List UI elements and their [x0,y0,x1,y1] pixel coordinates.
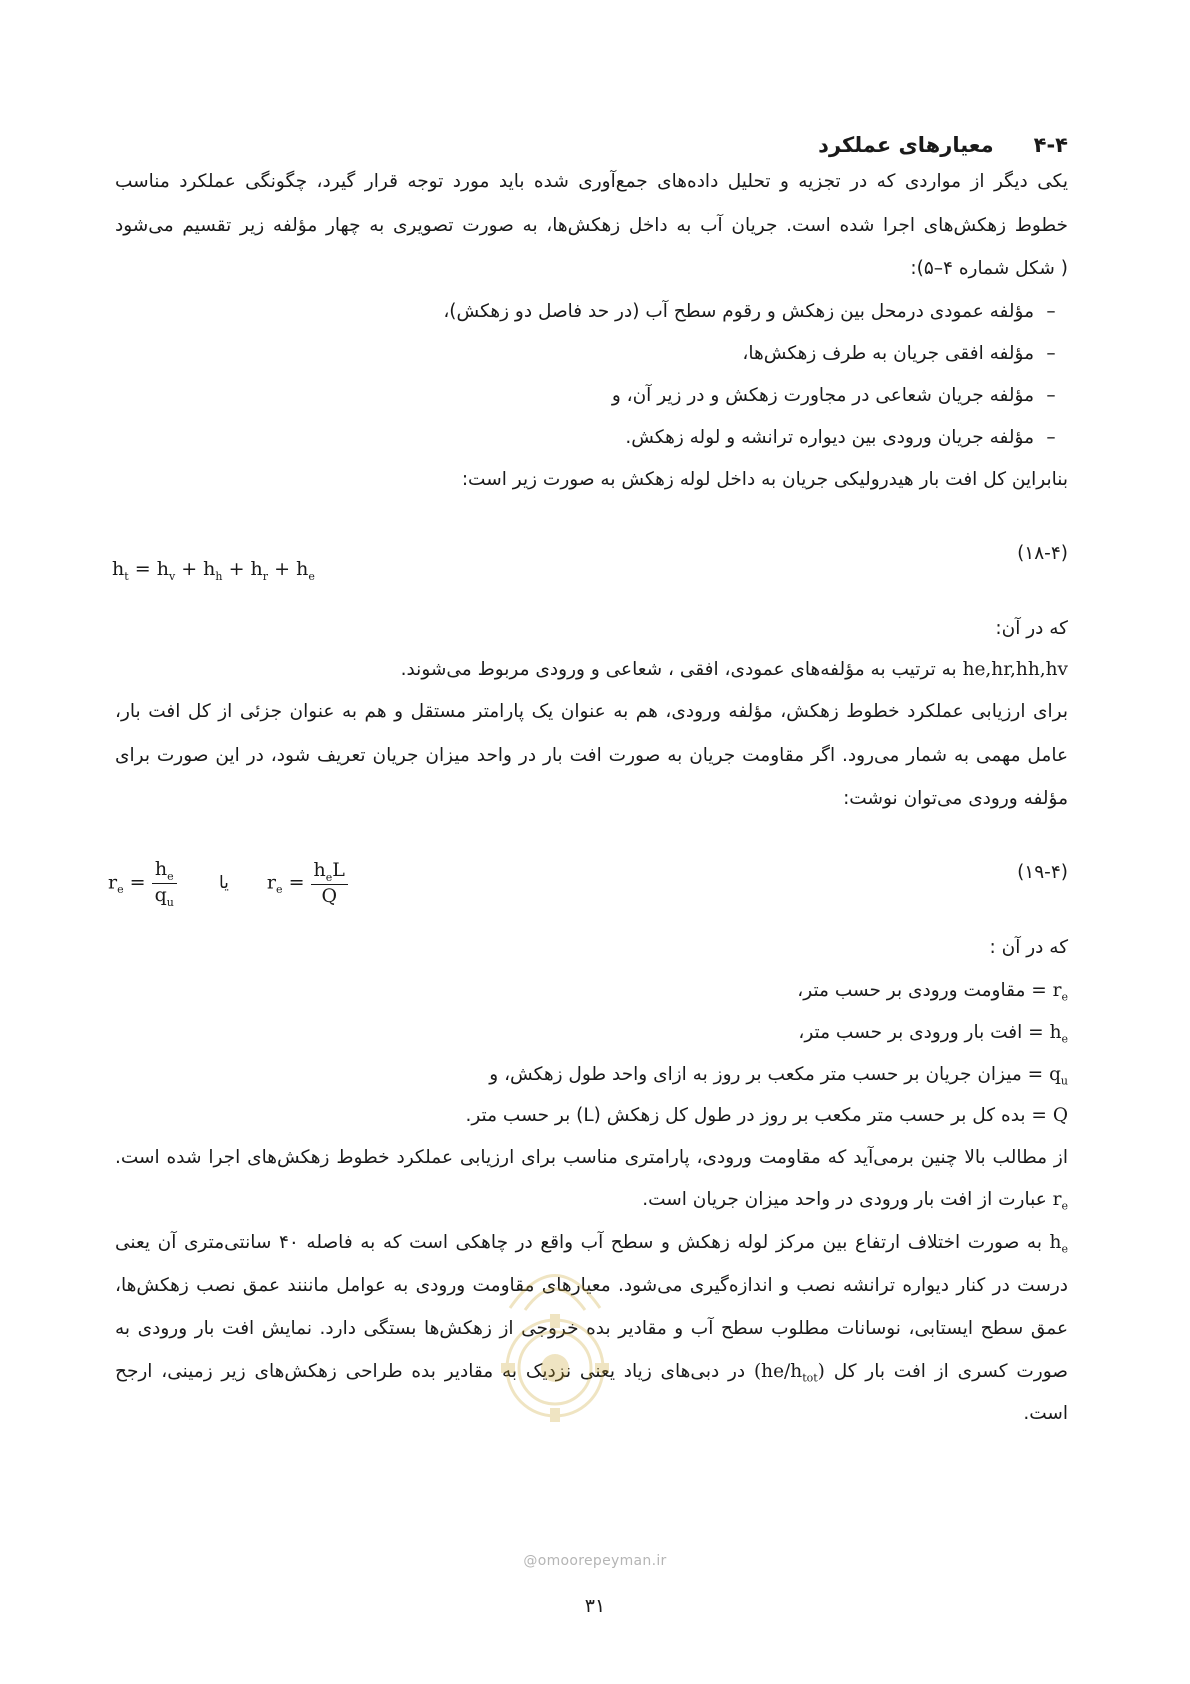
list-item: –مؤلفه افقی جریان به طرف زهکش‌ها، [742,343,1056,364]
paragraph-line: عمق سطح ایستابی، نوسانات مطلوب سطح آب و مقادیر بده خروجی از زهکش‌ها بستگی دارد. نمایش افت بار ورودی به [115,1318,1068,1339]
page-number: ۳۱ [584,1595,606,1617]
definition-qu: $q_u$ = میزان جریان بر حسب متر مکعب بر روز به ازای واحد طول زهکش، و [489,1064,1068,1088]
paragraph-line: $h_e$ به صورت اختلاف ارتفاع بین مرکز لوله زهکش و سطح آب واقع در چاهکی است که به فاصله ۴۰ سانتی‌متری آن یعنی [115,1232,1068,1256]
paragraph-line: که در آن: [995,618,1068,639]
paragraph-line: درست در کنار دیواره ترانشه نصب و اندازه‌گیری می‌شود. معیارهای مقاومت ورودی به عوامل ماننند عمق نصب زهکش‌ها، [115,1275,1068,1296]
watermark-url: @omoorepeyman.ir [523,1553,667,1569]
section-number: ۴-۴ [1033,133,1068,157]
section-title: معیارهای عملکرد [818,133,994,157]
equation-19: $r_e$ = $\frac{h_e}{q_u}$ یا $r_e$ = $\frac{h_eL}{Q}$ [108,858,348,909]
paragraph-line: ( شکل شماره ۴–۵): [910,258,1068,279]
paragraph-line: $r_e$ عبارت از افت بار ورودی در واحد میزان جریان است. [642,1189,1068,1213]
paragraph-line: عامل مهمی به شمار می‌رود. اگر مقاومت جریان به صورت افت بار در واحد میزان جریان تعریف شود، در این صورت برای [115,745,1068,766]
paragraph-line: است. [1023,1403,1068,1424]
paragraph-line: صورت کسری از افت بار کل $(he/h_{tot})$ در دبی‌های زیاد یعنی نزدیک به مقادیر بده طراحی زهکش‌های زیر زمینی، ارجح [115,1361,1068,1385]
paragraph-line: مؤلفه ورودی می‌توان نوشت: [843,788,1068,809]
list-item: –مؤلفه جریان شعاعی در مجاورت زهکش و در زیر آن، و [611,385,1056,406]
paragraph-line: یکی دیگر از مواردی که در تجزیه و تحلیل داده‌های جمع‌آوری شده باید مورد توجه قرار گیرد، چگونگی عملکرد مناسب [115,171,1068,192]
watermark-seal-logo [480,1248,630,1433]
definition-line: he,hr,hh,hv به ترتیب به مؤلفه‌های عمودی، افقی ، شعاعی و ورودی مربوط می‌شوند. [400,659,1068,680]
paragraph-line: خطوط زهکش‌های اجرا شده است. جریان آب به داخل زهکش‌ها، به صورت تصویری به چهار مؤلفه زیر تقسیم می‌شود [115,215,1068,236]
section-heading [818,133,1068,157]
paragraph-line: برای ارزیابی عملکرد خطوط زهکش، مؤلفه ورودی، هم به عنوان یک پارامتر مستقل و هم به عنوان جزئی از کل افت بار، [115,701,1068,722]
definition-q: Q = بده کل بر حسب متر مکعب بر روز در طول کل زهکش (L) بر حسب متر. [465,1105,1068,1126]
list-item: –مؤلفه جریان ورودی بین دیواره ترانشه و لوله زهکش. [625,427,1056,448]
paragraph-line: از مطالب بالا چنین برمی‌آید که مقاومت ورودی، پارامتری مناسب برای ارزیابی عملکرد خطوط زهکش‌های اجرا شده است. [115,1147,1068,1168]
list-item: –مؤلفه عمودی درمحل بین زهکش و رقوم سطح آب (در حد فاصل دو زهکش)، [443,301,1056,322]
paragraph-line: که در آن : [989,937,1068,958]
equation-number: (۱۸-۴) [1017,543,1068,564]
definition-he: $h_e$ = افت بار ورودی بر حسب متر، [798,1022,1068,1046]
paragraph-line: بنابراین کل افت بار هیدرولیکی جریان به داخل لوله زهکش به صورت زیر است: [461,469,1068,490]
equation-number: (۱۹-۴) [1017,862,1068,883]
equation-18: $h_t = h_v + h_h + h_r + h_e$ [112,558,315,583]
definition-re: $r_e$ = مقاومت ورودی بر حسب متر، [797,980,1068,1004]
